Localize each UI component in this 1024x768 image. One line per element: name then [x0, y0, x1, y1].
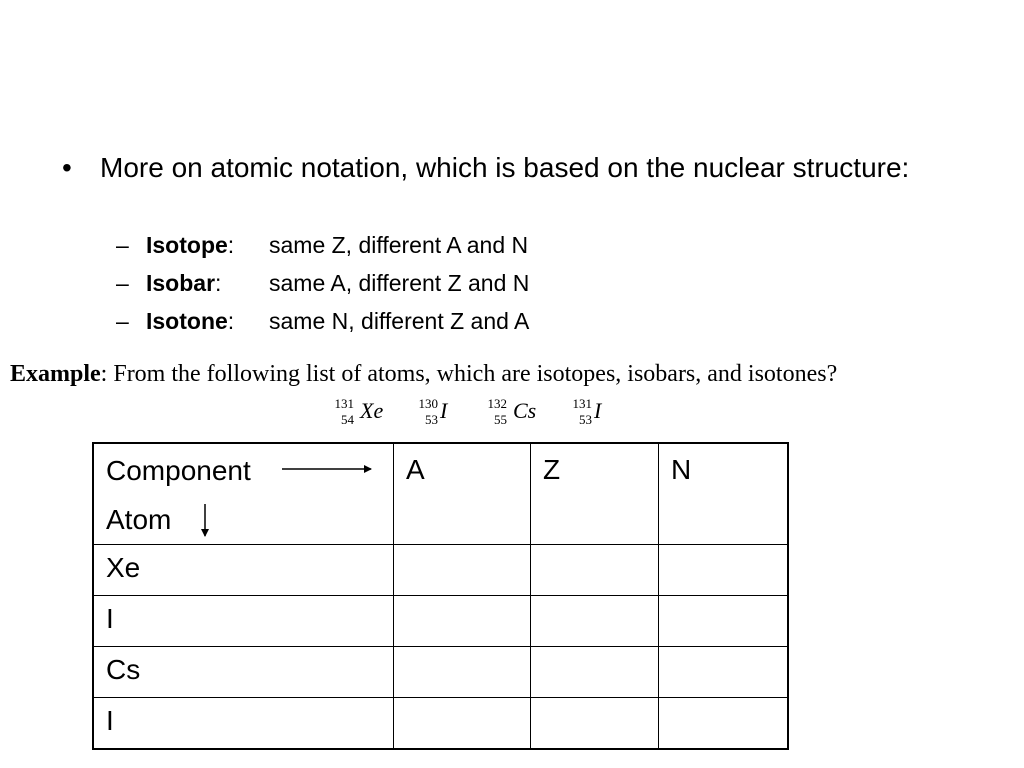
mass-number: 131 [572, 396, 592, 411]
atomic-number: 54 [341, 412, 354, 427]
a-cell[interactable] [394, 698, 531, 750]
sub-term: Isotone: [146, 308, 235, 334]
atom-cell: I [93, 698, 394, 750]
z-cell[interactable] [531, 698, 659, 750]
table-header-row [93, 443, 788, 545]
table-row [93, 647, 788, 698]
header-cell-n: N [659, 443, 789, 545]
n-cell[interactable] [659, 698, 789, 750]
atom-cell: I [93, 596, 394, 647]
header-cell-z: Z [531, 443, 659, 545]
element-symbol: Cs [513, 398, 537, 423]
sub-dash: – [116, 308, 129, 334]
component-label: Component [106, 455, 251, 486]
a-cell[interactable] [394, 596, 531, 647]
header-cell-a: A [394, 443, 531, 545]
table-row [93, 545, 788, 596]
mass-number: 130 [418, 396, 438, 411]
bullet-symbol: • [62, 152, 72, 183]
atom-cell: Cs [93, 647, 394, 698]
atomic-number: 55 [494, 412, 507, 427]
header-component-atom-cell [93, 443, 394, 545]
example-text: : From the following list of atoms, which are isotopes, isobars, and isotones? [100, 361, 838, 387]
mass-number: 131 [334, 396, 354, 411]
a-cell[interactable] [394, 647, 531, 698]
z-cell[interactable] [531, 596, 659, 647]
example-question [10, 360, 837, 388]
element-symbol: I [440, 398, 448, 423]
atom-cell: Xe [93, 545, 394, 596]
bullet-text: More on atomic notation, which is based on the nuclear structure: [100, 152, 910, 183]
n-cell[interactable] [659, 545, 789, 596]
element-symbol: Xe [360, 398, 384, 423]
n-cell[interactable] [659, 596, 789, 647]
sub-dash: – [116, 232, 129, 258]
direction-arrows [94, 444, 393, 544]
example-label: Example [10, 361, 101, 387]
z-cell[interactable] [531, 647, 659, 698]
n-cell[interactable] [659, 647, 789, 698]
element-symbol: I [594, 398, 602, 423]
component-table [92, 442, 789, 750]
sub-term: Isobar: [146, 270, 222, 296]
a-cell[interactable] [394, 545, 531, 596]
sub-description: same Z, different A and N [269, 232, 529, 258]
table-row [93, 698, 788, 750]
atom-label: Atom [106, 504, 172, 535]
sub-term: Isotope: [146, 232, 235, 258]
atomic-number: 53 [425, 412, 438, 427]
sub-dash: – [116, 270, 129, 296]
mass-number: 132 [487, 396, 507, 411]
table-row [93, 596, 788, 647]
sub-description: same A, different Z and N [269, 270, 530, 296]
z-cell[interactable] [531, 545, 659, 596]
sub-description: same N, different Z and A [269, 308, 530, 334]
atomic-number: 53 [579, 412, 592, 427]
